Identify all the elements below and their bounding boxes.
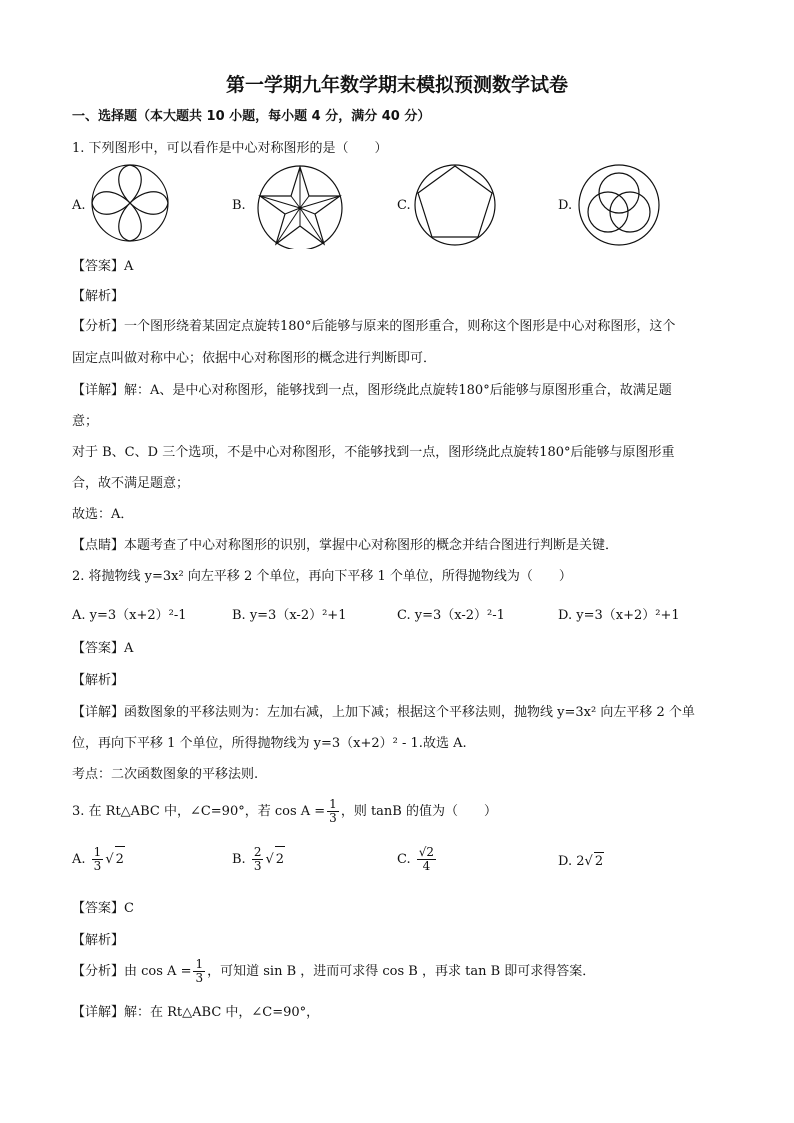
q3-answer: 【答案】C	[72, 901, 134, 916]
q3-option-c	[397, 846, 438, 873]
q3-stem-pre: 3. 在 Rt△ABC 中，∠C=90°，若 cos A =	[72, 804, 326, 819]
option-label: A.	[72, 852, 86, 867]
q1-figure-d	[577, 163, 661, 247]
q1-analysis-heading: 【解析】	[72, 289, 125, 304]
q3-analysis-pre: 【分析】由 cos A =	[72, 964, 192, 979]
fraction-denominator: 3	[195, 971, 204, 985]
q2-analysis-line: 考点：二次函数图象的平移法则.	[72, 767, 259, 782]
q1-analysis-line: 【点睛】本题考查了中心对称图形的识别，掌握中心对称图形的概念并结合图进行判断是关键．	[72, 538, 619, 553]
q3-stem-fraction	[327, 798, 339, 825]
q1-analysis-line: 合，故不满足题意；	[72, 476, 190, 491]
q1-analysis-line: 固定点叫做对称中心；依据中心对称图形的概念进行判断即可．	[72, 351, 437, 366]
fraction-denominator: 4	[422, 859, 431, 873]
q3-detail: 【详解】解：在 Rt△ABC 中，∠C=90°，	[72, 1005, 320, 1020]
q1-option-a-label: A.	[72, 198, 86, 213]
q2-answer: 【答案】A	[72, 641, 134, 656]
q2-option-d: D. y=3（x+2）²+1	[558, 608, 680, 623]
q1-analysis-line: 【详解】解：A、是中心对称图形，能够找到一点，图形绕此点旋转180°后能够与原图形重合，故满足题	[72, 383, 672, 398]
q1-analysis-line: 意；	[72, 414, 99, 429]
q1-stem: 1. 下列图形中，可以看作是中心对称图形的是（ ）	[72, 141, 388, 156]
radicand: 2	[115, 846, 125, 873]
q3-option-b: B. $\frac{2}{3}$ √ 2	[232, 845, 285, 873]
q2-analysis-line: 位，再向下平移 1 个单位，所得抛物线为 y=3（x+2）² - 1.故选 A.	[72, 736, 467, 751]
radicand: 2	[275, 846, 285, 873]
q3-stem-post: ，则 tanB 的值为（ ）	[340, 804, 497, 819]
fraction-numerator: 1	[195, 957, 204, 971]
q3-analysis-heading: 【解析】	[72, 933, 125, 948]
q1-option-c-label: C.	[397, 198, 411, 213]
q1-figure-c	[413, 163, 497, 247]
option-fraction	[252, 846, 264, 873]
q3-option-d: D. 2√ 2	[558, 854, 604, 869]
q2-option-c: C. y=3（x-2）²-1	[397, 608, 505, 623]
q1-figure-b	[252, 163, 348, 249]
fraction-denominator: 3	[93, 859, 102, 873]
q1-analysis-line: 故选：A．	[72, 507, 134, 522]
q3-analysis	[72, 958, 595, 985]
q2-option-a: A. y=3（x+2）²-1	[72, 608, 187, 623]
q2-option-b: B. y=3（x-2）²+1	[232, 608, 347, 623]
fraction-numerator: 2	[253, 845, 262, 859]
q1-option-d-label: D.	[558, 198, 573, 213]
q3-option-a: A. $\frac{1}{3}$ √ 2	[72, 845, 124, 873]
page-title: 第一学期九年数学期末模拟预测数学试卷	[225, 74, 568, 96]
q3-stem	[72, 798, 497, 825]
q1-answer: 【答案】A	[72, 259, 134, 274]
option-fraction	[92, 846, 104, 873]
option-label: C.	[397, 852, 411, 867]
q3-analysis-fraction	[193, 958, 205, 985]
option-label: D.	[558, 854, 573, 869]
fraction-numerator: √2	[418, 845, 435, 859]
q1-option-b-label: B.	[232, 198, 246, 213]
section-heading: 一、选择题（本大题共 10 小题，每小题 4 分，满分 40 分）	[72, 109, 431, 124]
q1-analysis-line: 对于 B、C、D 三个选项，不是中心对称图形，不能够找到一点，图形绕此点旋转180°后能够与原图形重	[72, 445, 675, 460]
q2-analysis-heading: 【解析】	[72, 673, 125, 688]
fraction-denominator: 3	[253, 859, 262, 873]
q1-figure-a	[90, 163, 170, 243]
q1-analysis-line: 【分析】一个图形绕着某固定点旋转180°后能够与原来的图形重合，则称这个图形是中心对称图形，这个	[72, 319, 676, 334]
fraction-numerator: 1	[329, 797, 337, 811]
fraction-denominator: 3	[329, 811, 337, 825]
q2-analysis-line: 【详解】函数图象的平移法则为：左加右减，上加下减；根据这个平移法则，抛物线 y=3x² 向左平移 2 个单	[72, 705, 695, 720]
radicand: 2	[594, 854, 604, 869]
option-label: B.	[232, 852, 246, 867]
q2-stem: 2. 将抛物线 y=3x² 向左平移 2 个单位，再向下平移 1 个单位，所得抛物线为（ ）	[72, 569, 572, 584]
q3-analysis-post: ，可知道 sin B ，进而可求得 cos B ，再求 tan B 即可求得答案．	[207, 964, 596, 979]
option-fraction	[417, 846, 436, 873]
coefficient: 2	[576, 854, 585, 869]
fraction-numerator: 1	[93, 845, 102, 859]
